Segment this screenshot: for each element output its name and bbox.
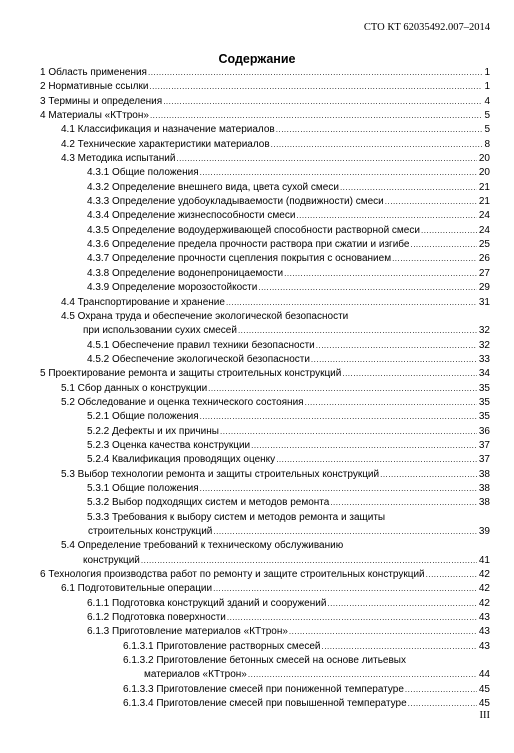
toc-entry-page: 24 <box>478 210 490 222</box>
toc-entry <box>40 468 490 482</box>
toc-entry <box>40 496 490 510</box>
toc-entry-title: 4.2 Технические характеристики материалов <box>61 138 270 150</box>
toc-entry-page: 35 <box>478 382 490 394</box>
toc-entry-title: конструкций <box>83 554 140 566</box>
toc-entry-title: 6 Технология производства работ по ремонту и защите строительных конструкций <box>40 569 425 581</box>
toc-entry-page: 43 <box>478 626 490 638</box>
toc-entry-page: 45 <box>478 683 490 695</box>
toc-entry <box>40 410 490 424</box>
toc-entry-title: 5.3.1 Общие положения <box>87 482 199 494</box>
toc-entry-title: 4.5.1 Обеспечение правил техники безопасности <box>87 339 315 351</box>
toc-entry <box>40 80 490 94</box>
toc-entry-page: 41 <box>478 554 490 566</box>
toc-entry-title: 4.3.5 Определение водоудерживающей способности растворной смеси <box>87 224 420 236</box>
dot-leader <box>392 252 477 266</box>
toc-entry <box>40 195 490 209</box>
toc-entry <box>40 697 490 711</box>
toc-entry-page: 36 <box>478 425 490 437</box>
toc-entry-page: 35 <box>478 411 490 423</box>
dot-leader <box>148 66 482 80</box>
toc-entry-page: 24 <box>478 224 490 236</box>
dot-leader <box>342 367 477 381</box>
dot-leader <box>213 582 477 596</box>
toc-entry-title: материалов «КТтрон» <box>144 669 247 681</box>
dot-leader <box>200 482 477 496</box>
toc-entry <box>40 181 490 195</box>
toc-entry <box>40 597 490 611</box>
dot-leader <box>213 525 476 539</box>
toc-entry-title: 5.3 Выбор технологии ремонта и защиты строительных конструкций <box>61 468 380 480</box>
toc-entry <box>40 453 490 467</box>
dot-leader <box>176 152 476 166</box>
dot-leader <box>408 697 477 711</box>
dot-leader <box>238 324 477 338</box>
toc-entry-page: 32 <box>478 325 490 337</box>
dot-leader <box>276 453 477 467</box>
toc-entry-page: 42 <box>478 569 490 581</box>
toc-entry: 5.3.3 Требования к выбору систем и методов ремонта и защиты <box>87 511 386 523</box>
toc-entry-page: 8 <box>484 138 490 150</box>
page-title: Содержание <box>218 52 296 66</box>
toc-entry-title: 5.2.2 Дефекты и их причины <box>87 425 219 437</box>
toc-entry-page: 38 <box>478 468 490 480</box>
toc-entry-title: 5.2.1 Общие положения <box>87 411 199 423</box>
toc-entry-page: 32 <box>478 339 490 351</box>
toc-entry-page: 37 <box>478 454 490 466</box>
toc-entry <box>40 640 490 654</box>
toc-entry-page: 29 <box>478 282 490 294</box>
toc-entry-page: 21 <box>478 181 490 193</box>
dot-leader <box>311 353 477 367</box>
dot-leader <box>426 568 477 582</box>
dot-leader <box>141 554 477 568</box>
toc-entry-title: 4.4 Транспортирование и хранение <box>61 296 225 308</box>
toc-entry-title: 6.1.3 Приготовление материалов «КТтрон» <box>87 626 288 638</box>
toc-entry-title: 2 Нормативные ссылки <box>40 81 149 93</box>
dot-leader <box>284 267 477 281</box>
dot-leader <box>340 181 477 195</box>
toc-entry-title: 3 Термины и определения <box>40 95 163 107</box>
dot-leader <box>248 668 477 682</box>
dot-leader <box>220 425 477 439</box>
toc-entry-page: 44 <box>478 669 490 681</box>
toc-entry-page: 43 <box>478 640 490 652</box>
toc-entry-page: 27 <box>478 267 490 279</box>
toc-entry-title: 4.3.9 Определение морозостойкости <box>87 282 258 294</box>
dot-leader <box>405 683 477 697</box>
dot-leader <box>258 281 477 295</box>
dot-leader <box>208 382 477 396</box>
toc-entry <box>40 353 490 367</box>
toc-entry-title: 5 Проектирование ремонта и защиты строительных конструкций <box>40 368 342 380</box>
toc-entry <box>40 683 490 697</box>
toc-entry-title: 6.1.3.3 Приготовление смесей при пониженной температуре <box>123 683 404 695</box>
toc-entry-title: 4.5.2 Обеспечение экологической безопасности <box>87 353 310 365</box>
dot-leader <box>380 468 477 482</box>
toc-entry <box>40 339 490 353</box>
toc-entry-title: при использовании сухих смесей <box>83 325 237 337</box>
toc-entry-title: 5.2.4 Квалификация проводящих оценку <box>87 454 276 466</box>
toc-entry <box>40 396 490 410</box>
toc-entry-page: 5 <box>484 110 490 122</box>
toc-entry-page: 1 <box>484 67 490 78</box>
dot-leader <box>305 396 477 410</box>
dot-leader <box>330 496 477 510</box>
toc-entry-page: 42 <box>478 597 490 609</box>
toc-entry-page: 38 <box>478 482 490 494</box>
toc-entry-page: 42 <box>478 583 490 595</box>
toc-entry <box>40 324 490 338</box>
toc-entry <box>40 367 490 381</box>
dot-leader <box>410 238 476 252</box>
toc-entry: 4.5 Охрана труда и обеспечение экологической безопасности <box>61 310 349 322</box>
document-code: СТО КТ 62035492.007–2014 <box>363 22 490 33</box>
dot-leader <box>421 224 477 238</box>
toc-entry-page: 31 <box>478 296 490 308</box>
toc-entry-title: строительных конструкций <box>88 526 213 537</box>
dot-leader <box>271 138 482 152</box>
toc-entry <box>40 209 490 223</box>
toc-entry <box>40 166 490 180</box>
toc-entry <box>40 95 490 109</box>
toc-entry-title: 4.3.1 Общие положения <box>87 167 199 179</box>
table-of-contents <box>40 66 490 711</box>
toc-entry-title: 4.3.6 Определение предела прочности раствора при сжатии и изгибе <box>87 239 410 251</box>
toc-entry-page: 1 <box>484 81 490 93</box>
toc-entry-title: 4.3.7 Определение прочности сцепления покрытия с основанием <box>87 253 392 265</box>
dot-leader <box>276 123 482 137</box>
toc-entry-title: 6.1 Подготовительные операции <box>61 583 213 595</box>
toc-entry-title: 6.1.2 Подготовка поверхности <box>87 612 226 624</box>
toc-entry <box>40 224 490 238</box>
toc-entry-title: 5.1 Сбор данных о конструкции <box>61 382 208 394</box>
dot-leader <box>296 209 476 223</box>
toc-entry-title: 4 Материалы «КТтрон» <box>40 110 149 122</box>
dot-leader <box>227 611 477 625</box>
toc-entry <box>40 252 490 266</box>
toc-entry-title: 6.1.3.4 Приготовление смесей при повышенной температуре <box>123 698 407 710</box>
toc-entry-page: 21 <box>478 196 490 208</box>
toc-entry <box>40 109 490 123</box>
dot-leader <box>289 625 477 639</box>
toc-entry <box>40 296 490 310</box>
toc-entry-page: 20 <box>478 167 490 179</box>
toc-entry-page: 4 <box>484 95 490 107</box>
toc-entry <box>40 138 490 152</box>
toc-entry-title: 4.3.8 Определение водонепроницаемости <box>87 267 284 279</box>
toc-entry-page: 38 <box>478 497 490 509</box>
toc-entry-title: 4.3.2 Определение внешнего вида, цвета сухой смеси <box>87 181 339 193</box>
dot-leader <box>226 296 477 310</box>
toc-entry <box>40 525 490 539</box>
toc-entry <box>40 554 490 568</box>
toc-entry-title: 4.3 Методика испытаний <box>61 153 176 165</box>
dot-leader <box>200 410 477 424</box>
toc-entry <box>40 382 490 396</box>
toc-entry-page: 35 <box>478 396 490 408</box>
toc-entry-title: 6.1.1 Подготовка конструкций зданий и сооружений <box>87 597 327 609</box>
dot-leader <box>327 597 476 611</box>
dot-leader <box>385 195 477 209</box>
toc-entry <box>40 625 490 639</box>
toc-entry <box>40 281 490 295</box>
toc-entry-title: 6.1.3.1 Приготовление растворных смесей <box>123 640 321 652</box>
toc-entry-title: 5.2 Обследование и оценка технического состояния <box>61 396 304 408</box>
dot-leader <box>322 640 477 654</box>
toc-entry <box>40 425 490 439</box>
toc-entry <box>40 568 490 582</box>
toc-entry-page: 25 <box>478 239 490 251</box>
toc-entry-page: 45 <box>478 698 490 710</box>
toc-entry <box>40 123 490 137</box>
toc-entry-title: 4.3.4 Определение жизнеспособности смеси <box>87 210 296 222</box>
toc-entry-title: 4.1 Классификация и назначение материалов <box>61 124 275 136</box>
toc-entry-title: 4.3.3 Определение удобоукладываемости (подвижности) смеси <box>87 196 384 208</box>
toc-entry <box>40 668 490 682</box>
dot-leader <box>163 95 482 109</box>
toc-entry-page: 39 <box>478 526 490 537</box>
toc-entry-title: 5.3.2 Выбор подходящих систем и методов ремонта <box>87 497 330 509</box>
toc-entry-page: 33 <box>478 353 490 365</box>
page-number: III <box>479 710 490 721</box>
dot-leader <box>316 339 477 353</box>
dot-leader <box>149 80 482 94</box>
toc-entry-title: 5.2.3 Оценка качества конструкции <box>87 439 251 451</box>
toc-entry: 6.1.3.2 Приготовление бетонных смесей на основе литьевых <box>123 655 406 667</box>
toc-entry <box>40 611 490 625</box>
toc-entry <box>40 482 490 496</box>
dot-leader <box>200 166 477 180</box>
toc-entry-page: 26 <box>478 253 490 265</box>
toc-entry-page: 43 <box>478 612 490 624</box>
toc-entry <box>40 582 490 596</box>
toc-entry <box>40 238 490 252</box>
toc-entry-page: 37 <box>478 439 490 451</box>
toc-entry <box>40 267 490 281</box>
toc-entry <box>40 66 490 80</box>
toc-entry-page: 34 <box>478 368 490 380</box>
toc-entry <box>40 439 490 453</box>
toc-entry-title: 1 Область применения <box>40 67 147 78</box>
toc-entry: 5.4 Определение требований к техническому обслуживанию <box>61 540 344 552</box>
toc-entry <box>40 152 490 166</box>
toc-entry-page: 20 <box>478 153 490 165</box>
toc-entry-page: 5 <box>484 124 490 136</box>
dot-leader <box>150 109 482 123</box>
dot-leader <box>251 439 477 453</box>
